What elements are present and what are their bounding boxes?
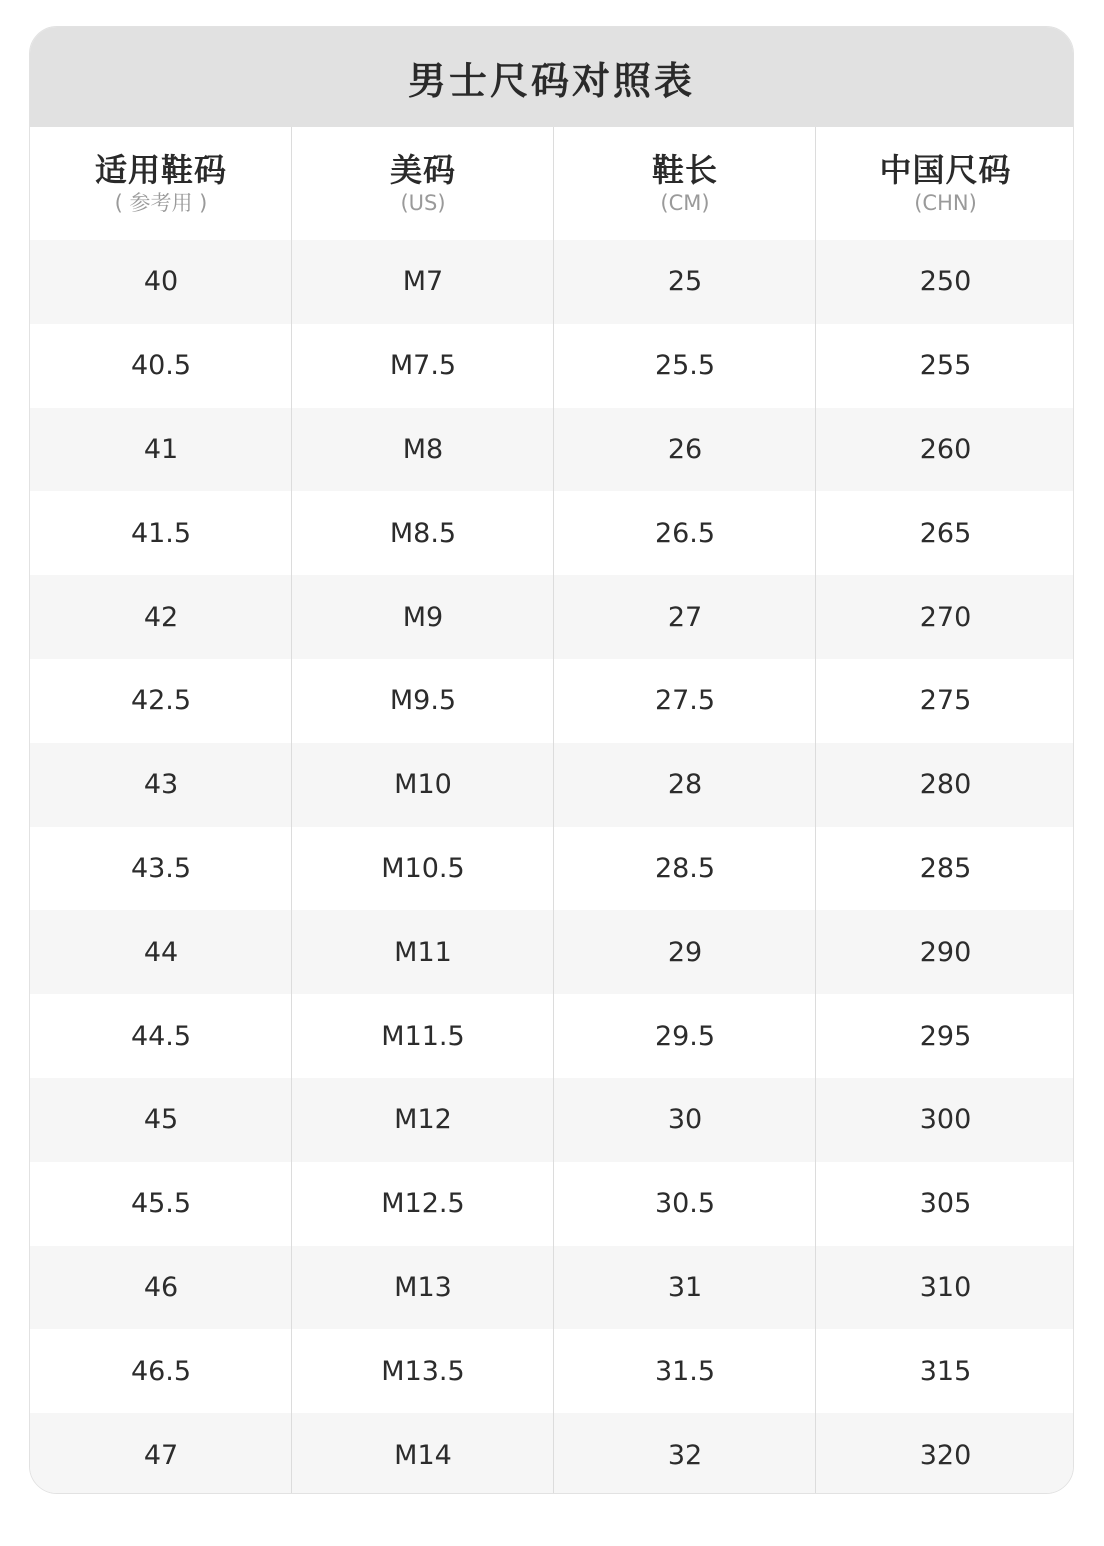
- us-size-cell: M14: [394, 1439, 452, 1471]
- chn-size-cell: 250: [919, 266, 972, 298]
- us-size-cell: M10.5: [381, 852, 465, 884]
- length-cm-cell: 26.5: [654, 517, 716, 549]
- length-cm-cell: 31: [667, 1271, 703, 1303]
- table-header: [30, 127, 1073, 240]
- length-cm-cell: 25.5: [654, 350, 716, 382]
- chn-size-cell: 315: [919, 1355, 972, 1387]
- table-row: [30, 408, 1073, 492]
- header-eu-size: [30, 152, 292, 216]
- chn-size-cell: 300: [919, 1104, 972, 1136]
- table-row: [30, 743, 1073, 827]
- chn-size-cell: 260: [919, 433, 972, 465]
- table-row: [30, 575, 1073, 659]
- length-cm-cell: 28.5: [654, 852, 716, 884]
- chn-size-cell: 270: [919, 601, 972, 633]
- header-label: 鞋长: [651, 150, 718, 189]
- us-size-cell: M12.5: [381, 1188, 465, 1220]
- table-row: [30, 827, 1073, 911]
- table-row: [30, 1246, 1073, 1330]
- chn-size-cell: 275: [919, 685, 972, 717]
- header-label: 中国尺码: [879, 150, 1012, 189]
- us-size-cell: M13: [394, 1271, 452, 1303]
- us-size-cell: M7.5: [389, 350, 457, 382]
- size-table: [30, 127, 1073, 1494]
- eu-size-cell: 44.5: [130, 1020, 192, 1052]
- length-cm-cell: 28: [667, 769, 703, 801]
- chn-size-cell: 320: [919, 1439, 972, 1471]
- us-size-cell: M8.5: [389, 517, 457, 549]
- length-cm-cell: 25: [667, 266, 703, 298]
- header-us-size: [292, 152, 554, 216]
- eu-size-cell: 40: [143, 266, 179, 298]
- eu-size-cell: 46: [143, 1271, 179, 1303]
- eu-size-cell: 45.5: [130, 1188, 192, 1220]
- us-size-cell: M10: [394, 769, 452, 801]
- us-size-cell: M13.5: [381, 1355, 465, 1387]
- length-cm-cell: 31.5: [654, 1355, 716, 1387]
- chn-size-cell: 285: [919, 852, 972, 884]
- chn-size-cell: 295: [919, 1020, 972, 1052]
- header-sublabel: (US): [400, 190, 446, 215]
- header-label: 美码: [389, 150, 456, 189]
- chart-title: 男士尺码对照表: [407, 58, 695, 103]
- eu-size-cell: 42: [143, 601, 179, 633]
- eu-size-cell: 43.5: [130, 852, 192, 884]
- length-cm-cell: 26: [667, 433, 703, 465]
- length-cm-cell: 32: [667, 1439, 703, 1471]
- us-size-cell: M11.5: [381, 1020, 465, 1052]
- table-row: [30, 1413, 1073, 1494]
- eu-size-cell: 45: [143, 1104, 179, 1136]
- chn-size-cell: 255: [919, 350, 972, 382]
- eu-size-cell: 43: [143, 769, 179, 801]
- size-chart-card: [29, 26, 1074, 1494]
- table-row: [30, 1078, 1073, 1162]
- chn-size-cell: 310: [919, 1271, 972, 1303]
- table-row: [30, 659, 1073, 743]
- eu-size-cell: 42.5: [130, 685, 192, 717]
- length-cm-cell: 29: [667, 936, 703, 968]
- table-body: [30, 240, 1073, 1494]
- header-sublabel: ( 参考用 ): [114, 190, 208, 215]
- eu-size-cell: 47: [143, 1439, 179, 1471]
- us-size-cell: M9: [402, 601, 444, 633]
- header-length-cm: [554, 152, 816, 216]
- length-cm-cell: 29.5: [654, 1020, 716, 1052]
- eu-size-cell: 40.5: [130, 350, 192, 382]
- table-row: [30, 491, 1073, 575]
- us-size-cell: M11: [394, 936, 452, 968]
- table-row: [30, 994, 1073, 1078]
- chn-size-cell: 265: [919, 517, 972, 549]
- table-row: [30, 240, 1073, 324]
- length-cm-cell: 30.5: [654, 1188, 716, 1220]
- us-size-cell: M8: [402, 433, 444, 465]
- header-sublabel: (CHN): [914, 190, 977, 215]
- length-cm-cell: 27.5: [654, 685, 716, 717]
- us-size-cell: M12: [394, 1104, 452, 1136]
- header-sublabel: (CM): [660, 190, 710, 215]
- us-size-cell: M9.5: [389, 685, 457, 717]
- chn-size-cell: 290: [919, 936, 972, 968]
- table-row: [30, 324, 1073, 408]
- eu-size-cell: 44: [143, 936, 179, 968]
- us-size-cell: M7: [402, 266, 444, 298]
- eu-size-cell: 41.5: [130, 517, 192, 549]
- chn-size-cell: 280: [919, 769, 972, 801]
- eu-size-cell: 41: [143, 433, 179, 465]
- chn-size-cell: 305: [919, 1188, 972, 1220]
- length-cm-cell: 27: [667, 601, 703, 633]
- header-label: 适用鞋码: [94, 150, 227, 189]
- length-cm-cell: 30: [667, 1104, 703, 1136]
- eu-size-cell: 46.5: [130, 1355, 192, 1387]
- table-row: [30, 1162, 1073, 1246]
- table-row: [30, 910, 1073, 994]
- table-row: [30, 1329, 1073, 1413]
- header-chn-size: [816, 152, 1074, 216]
- title-bar: [30, 27, 1073, 127]
